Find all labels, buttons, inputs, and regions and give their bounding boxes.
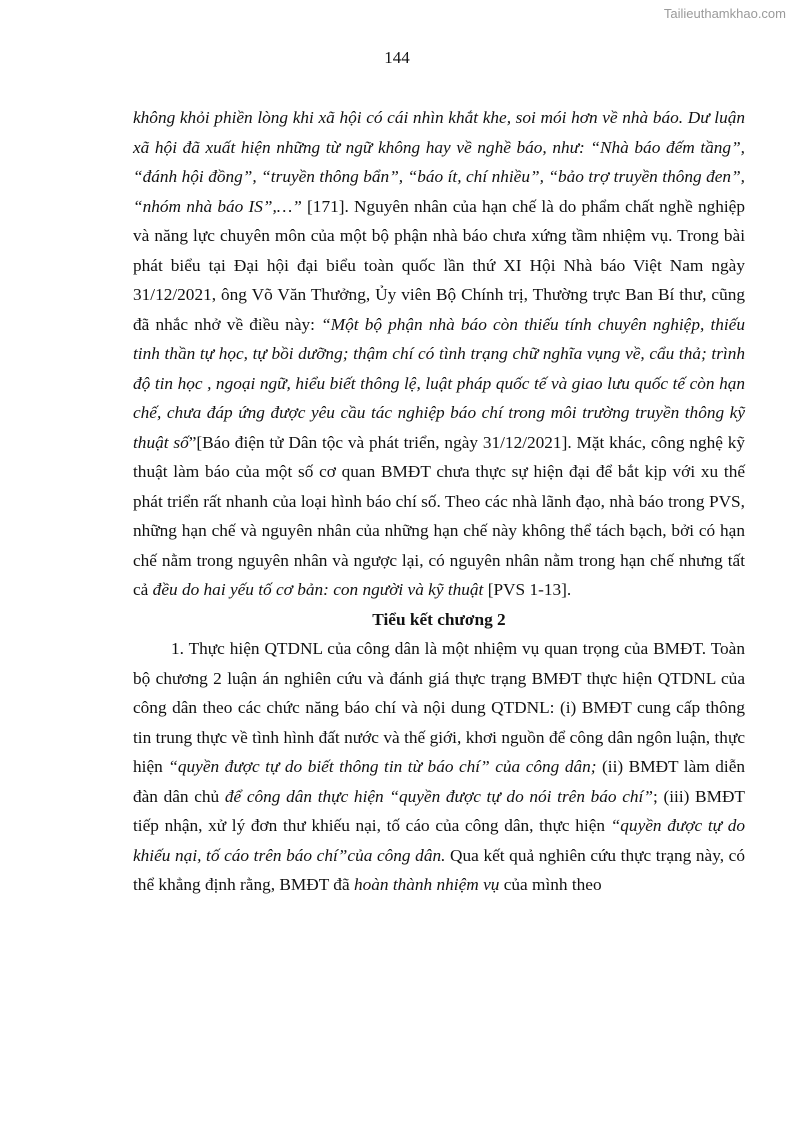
paragraph-2-quote-1: “quyền được tự do biết thông tin từ báo chí” của công dân;	[168, 757, 597, 776]
document-body	[133, 103, 745, 900]
paragraph-2-quote-3: “quyền được tự do khiếu nại, tố cáo trên báo chí”của công dân.	[133, 816, 745, 865]
paragraph-1-text-1: [171]. Nguyên nhân của hạn chế là do phẩm chất nghề nghiệp và năng lực chuyên môn của một bộ phận nhà báo chưa xứng tầm nhiệm vụ. Trong bài phát biểu tại Đại hội đại biểu toàn quốc lần thứ XI Hội Nhà báo Việt Nam ngày 31/12/2021, ông Võ Văn Thưởng, Ủy viên Bộ Chính trị, Thường trực Ban Bí thư, cũng đã nhắc nhở về điều này:	[133, 196, 745, 334]
paragraph-1-quote-2: “Một bộ phận nhà báo còn thiếu tính chuyên nghiệp, thiếu tinh thần tự học, tự bồi dưỡng; thậm chí có tình trạng chữ nghĩa vụng về, cẩu thả; trình độ tin học , ngoại ngữ, hiểu biết thông lệ, luật pháp quốc tế và giao lưu quốc tế còn hạn chế, chưa đáp ứng được yêu cầu tác nghiệp báo chí trong môi trường truyền thông kỹ thuật số	[133, 314, 745, 452]
paragraph-2-quote-2: để công dân thực hiện “quyền được tự do nói trên báo chí”	[224, 786, 653, 806]
page-number: 144	[384, 48, 410, 67]
watermark: Tailieuthamkhao.com	[663, 6, 786, 21]
paragraph-2-text-4: Qua kết quả nghiên cứu thực trạng này, có thể khẳng định rằng, BMĐT đã	[133, 845, 745, 894]
paragraph-2-text-2: (ii) BMĐT làm diễn đàn dân chủ	[133, 757, 746, 806]
paragraph-2-text-1: 1. Thực hiện QTDNL của công dân là một nhiệm vụ quan trọng của BMĐT. Toàn bộ chương 2 luận án nghiên cứu và đánh giá thực trạng BMĐT thực hiện QTDNL của công dân theo các chức năng báo chí và nội dung QTDNL: (i) BMĐT cung cấp thông tin trung thực về tình hình đất nước và thế giới, khơi nguồn để công dân ngôn luận, thực hiện	[133, 639, 745, 776]
paragraph-2-text-5: của mình theo	[499, 875, 602, 894]
paragraph-2-text-3: ; (iii) BMĐT tiếp nhận, xử lý đơn thư khiếu nại, tố cáo của công dân, thực hiện	[133, 786, 745, 835]
paragraph-1-citation: [PVS 1-13].	[483, 580, 572, 599]
section-heading: Tiểu kết chương 2	[372, 609, 506, 629]
paragraph-1	[133, 103, 745, 605]
paragraph-2	[133, 634, 745, 900]
paragraph-1-text-2: ”[Báo điện tử Dân tộc và phát triển, ngày 31/12/2021]. Mặt khác, công nghệ kỹ thuật làm báo của một số cơ quan BMĐT chưa thực sự hiện đại để bắt kịp với xu thế phát triển rất nhanh của loại hình báo chí số. Theo các nhà lãnh đạo, nhà báo trong PVS, những hạn chế và nguyên nhân của những hạn chế này không thể tách bạch, bởi có hạn chế nằm trong nguyên nhân và ngược lại, có nguyên nhân nằm trong hạn chế nhưng tất cả	[133, 432, 745, 599]
paragraph-1-quote-1: không khỏi phiền lòng khi xã hội có cái nhìn khắt khe, soi mói hơn về nhà báo. Dư luận xã hội đã xuất hiện những từ ngữ không hay về nghề báo, như: “Nhà báo đếm tầng”, “đánh hội đồng”, “truyền thông bẩn”, “báo ít, chí nhiều”, “bảo trợ truyền thông đen”, “nhóm nhà báo IS”,…”	[133, 108, 745, 216]
paragraph-1-emphasis: đều do hai yếu tố cơ bản: con người và kỹ thuật	[152, 580, 484, 599]
paragraph-2-emphasis: hoàn thành nhiệm vụ	[353, 875, 500, 894]
